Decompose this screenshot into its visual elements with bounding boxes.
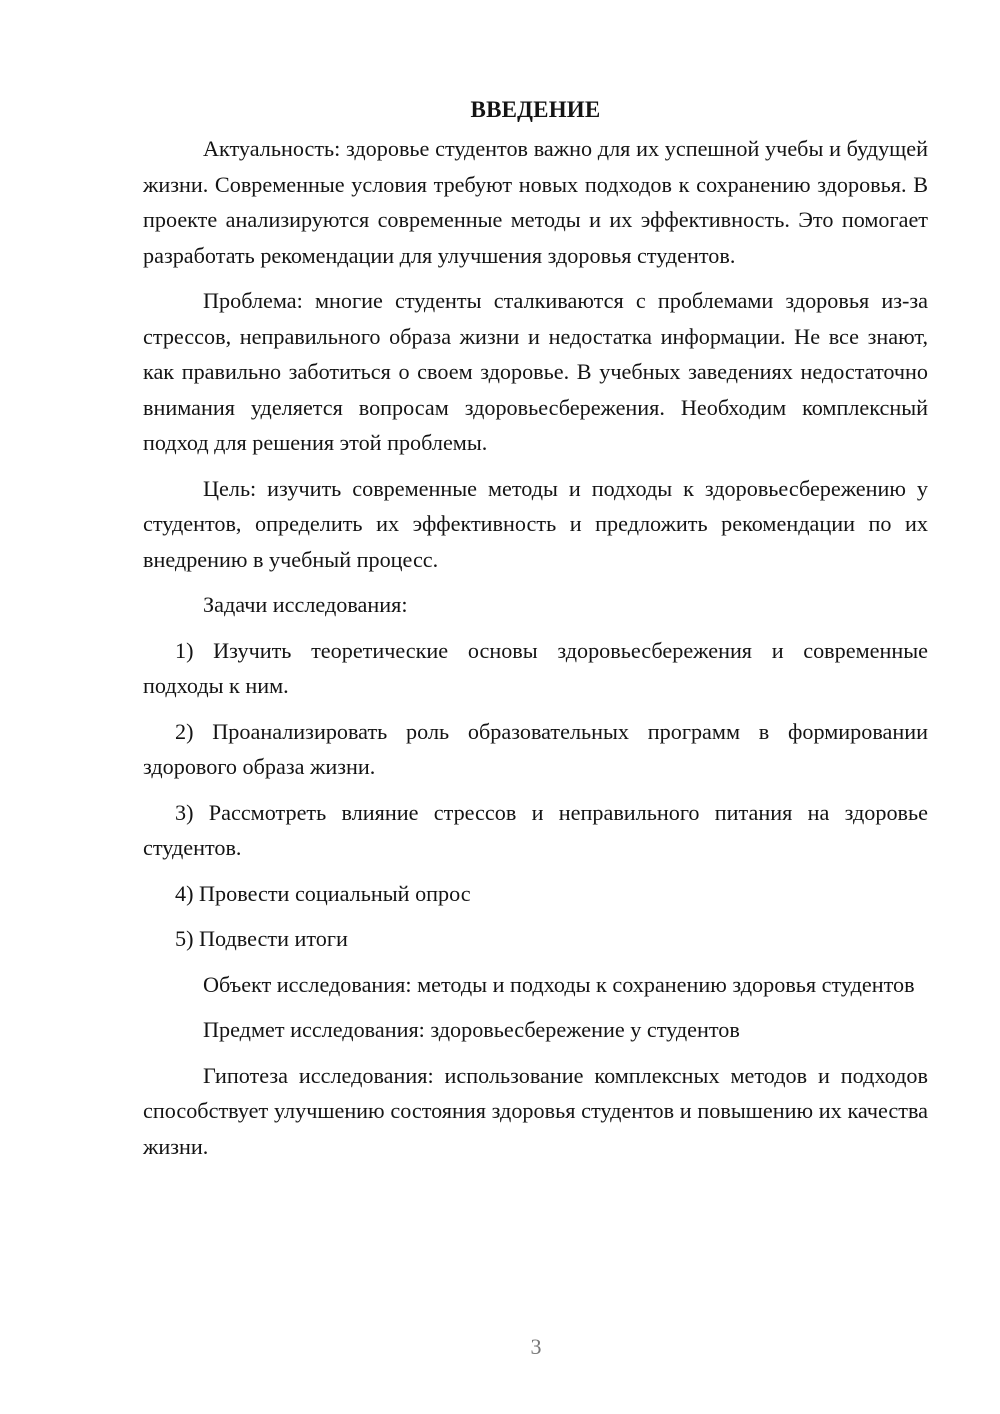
document-page: [143, 95, 928, 1174]
task-item: 3) Рассмотреть влияние стрессов и неправильного питания на здоровье студентов.: [143, 799, 928, 860]
subject-paragraph: Предмет исследования: здоровьесбережение у студентов: [203, 1017, 740, 1042]
hypothesis-paragraph: Гипотеза исследования: использование комплексных методов и подходов способствует улучшению состояния здоровья студентов и повышению их качества жизни.: [143, 1062, 928, 1159]
page-title: ВВЕДЕНИЕ: [470, 97, 601, 122]
object-paragraph: Объект исследования: методы и подходы к сохранению здоровья студентов: [203, 971, 915, 997]
goal-paragraph: Цель: изучить современные методы и подходы к здоровьесбережению у студентов, определить их эффективность и предложить рекомендации по их внедрению в учебный процесс.: [143, 475, 928, 572]
page-number: 3: [530, 1334, 542, 1359]
task-item: 1) Изучить теоретические основы здоровьесбережения и современные подходы к ним.: [143, 637, 928, 698]
problem-paragraph: Проблема: многие студенты сталкиваются с проблемами здоровья из-за стрессов, неправильного образа жизни и недостатка информации. Не все знают, как правильно заботиться о своем здоровье. В учебных заведениях недостаточно внимания уделяется вопросам здоровьесбережения. Необходим комплексный подход для решения этой проблемы.: [143, 288, 928, 455]
task-item: 4) Провести социальный опрос: [175, 880, 471, 906]
relevance-paragraph: Актуальность: здоровье студентов важно для их успешной учебы и будущей жизни. Современные условия требуют новых подходов к сохранению здоровья. В проекте анализируются современные методы и их эффективность. Это помогает разработать рекомендации для улучшения здоровья студентов.: [143, 136, 928, 268]
task-item: 5) Подвести итоги: [175, 926, 348, 951]
tasks-heading: Задачи исследования:: [203, 592, 408, 617]
task-item: 2) Проанализировать роль образовательных программ в формировании здорового образа жизни.: [143, 718, 928, 779]
